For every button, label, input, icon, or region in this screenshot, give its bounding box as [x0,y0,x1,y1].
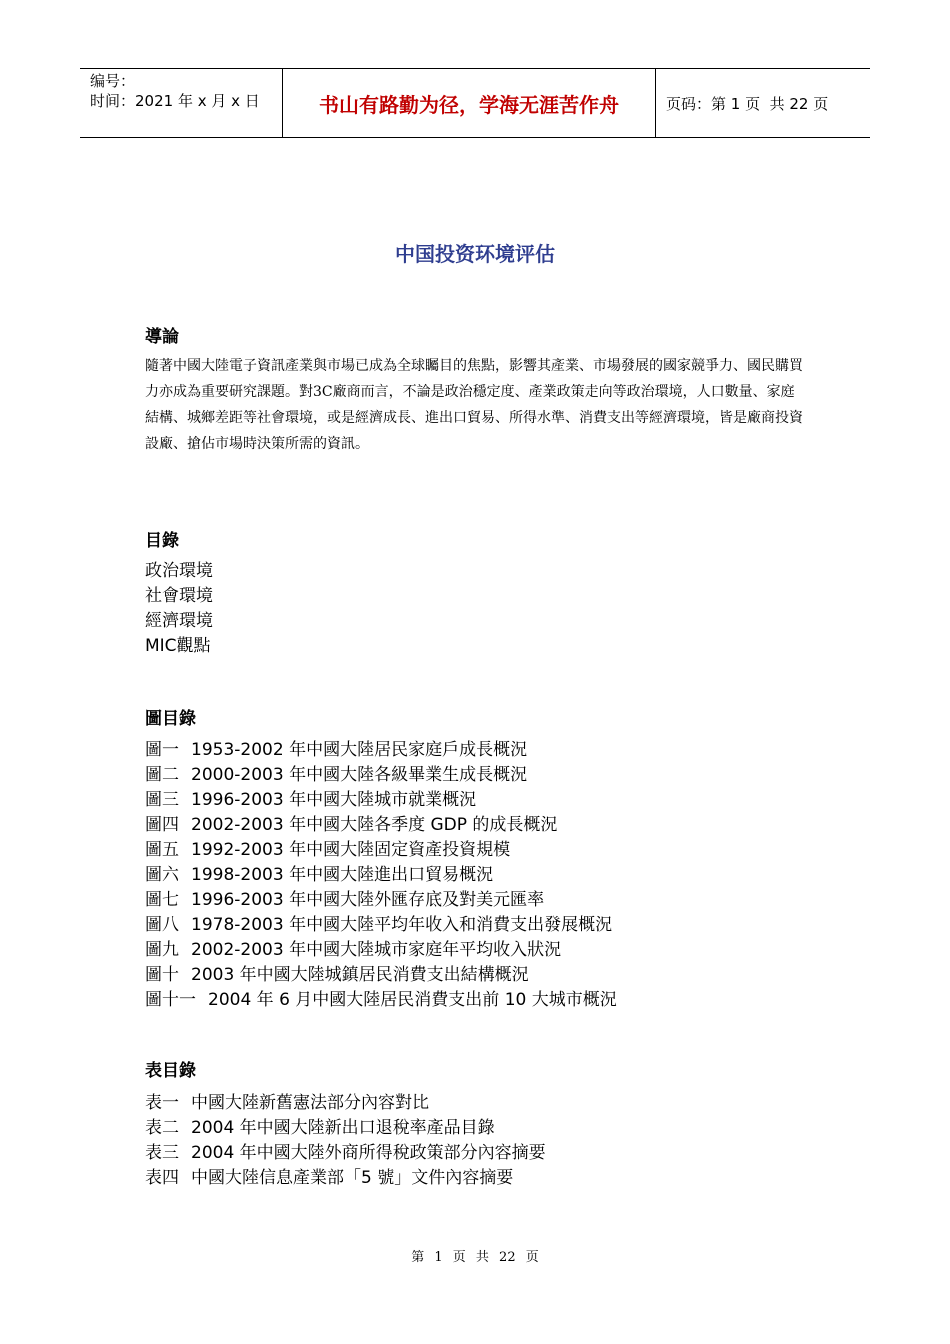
toc-section [145,526,805,659]
toc-item: 社會環境 [145,586,213,606]
figure-label: 圖十一 [145,990,196,1010]
figure-item [145,838,805,863]
figure-item [145,813,805,838]
toc-item: 經濟環境 [145,611,213,631]
figure-item [145,788,805,813]
table-item [145,1091,805,1116]
toc-heading: 目錄 [145,531,179,551]
page-header [80,68,870,138]
figure-title: 1996-2003 年中國大陸外匯存底及對美元匯率 [191,890,545,910]
tables-section [145,1056,805,1191]
toc-item: 政治環境 [145,561,213,581]
figure-item [145,938,805,963]
figure-item [145,988,805,1013]
tables-heading: 表目錄 [145,1061,196,1081]
figure-title: 2002-2003 年中國大陸城市家庭年平均收入狀況 [191,940,562,960]
figure-item [145,963,805,988]
page-info: 页码：第 1 页 共 22 页 [666,94,829,113]
page-footer: 第 1 页 共 22 页 [411,1250,539,1265]
figure-label: 圖十 [145,965,179,985]
figure-label: 圖九 [145,940,179,960]
document-title: 中国投资环境评估 [395,242,555,266]
intro-paragraph: 隨著中國大陸電子資訊產業與市場已成為全球矚目的焦點，影響其產業、市場發展的國家競爭力、國民購買力亦成為重要研究課題。對3C廠商而言，不論是政治穩定度、產業政策走向等政治環境，人口數量、家庭結構、城鄉差距等社會環境，或是經濟成長、進出口貿易、所得水準、消費支出等經濟環境，皆是廠商投資設廠、搶佔市場時決策所需的資訊。 [145,358,803,452]
figure-item [145,738,805,763]
figure-title: 1998-2003 年中國大陸進出口貿易概況 [191,865,494,885]
figure-item [145,888,805,913]
figure-label: 圖六 [145,865,179,885]
table-label: 表三 [145,1143,179,1163]
figures-section [145,704,805,1013]
figure-label: 圖五 [145,840,179,860]
figures-list [145,738,805,1013]
figure-title: 1978-2003 年中國大陸平均年收入和消費支出發展概況 [191,915,613,935]
table-title: 中國大陸信息產業部「5 號」文件內容摘要 [191,1168,514,1188]
table-item [145,1116,805,1141]
header-page-cell [656,69,870,137]
figure-item [145,863,805,888]
table-title: 2004 年中國大陸外商所得稅政策部分內容摘要 [191,1143,546,1163]
code-label: 编号： [90,72,136,90]
table-item [145,1166,805,1191]
figures-heading: 圖目錄 [145,709,196,729]
intro-section [145,322,805,457]
figure-item [145,913,805,938]
table-label: 表一 [145,1093,179,1113]
header-left-cell [80,69,282,137]
figure-title: 2003 年中國大陸城鎮居民消費支出結構概況 [191,965,529,985]
figure-title: 2000-2003 年中國大陸各級畢業生成長概況 [191,765,528,785]
figure-label: 圖一 [145,740,179,760]
intro-heading: 導論 [145,327,179,347]
table-title: 2004 年中國大陸新出口退稅率產品目錄 [191,1118,495,1138]
toc-list [145,559,805,659]
table-item [145,1141,805,1166]
tables-list [145,1091,805,1191]
toc-item: MIC觀點 [145,636,211,656]
figure-title: 2004 年 6 月中國大陸居民消費支出前 10 大城市概況 [208,990,617,1010]
header-motto-cell [282,69,656,137]
figure-label: 圖四 [145,815,179,835]
figure-label: 圖二 [145,765,179,785]
figure-label: 圖三 [145,790,179,810]
figure-title: 1953-2002 年中國大陸居民家庭戶成長概況 [191,740,528,760]
figure-title: 2002-2003 年中國大陸各季度 GDP 的成長概況 [191,815,558,835]
figure-title: 1992-2003 年中國大陸固定資產投資規模 [191,840,511,860]
table-title: 中國大陸新舊憲法部分內容對比 [191,1093,429,1113]
date-label: 时间：2021 年 x 月 x 日 [90,92,260,110]
figure-label: 圖七 [145,890,179,910]
figure-label: 圖八 [145,915,179,935]
motto-text: 书山有路勤为径，学海无涯苦作舟 [319,92,619,117]
table-label: 表二 [145,1118,179,1138]
figure-item [145,763,805,788]
figure-title: 1996-2003 年中國大陸城市就業概況 [191,790,477,810]
table-label: 表四 [145,1168,179,1188]
